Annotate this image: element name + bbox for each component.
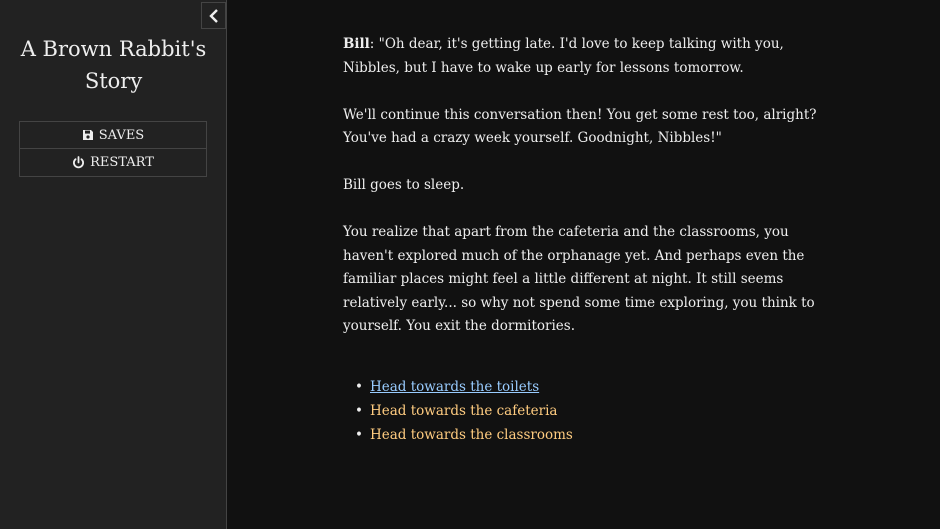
chevron-left-icon bbox=[209, 9, 219, 23]
choice-item bbox=[343, 375, 843, 399]
saves-button[interactable] bbox=[19, 121, 207, 149]
bullet-icon: • bbox=[355, 402, 363, 419]
choice-list bbox=[343, 375, 843, 447]
choice-link-classrooms[interactable]: Head towards the classrooms bbox=[370, 426, 573, 443]
story-title bbox=[0, 33, 227, 97]
passage-paragraph-2: We'll continue this conversation then! You get some rest too, alright? You've had a crazy week yourself. Goodnight, Nibbles!" bbox=[343, 106, 817, 146]
saves-label: SAVES bbox=[98, 127, 145, 143]
choice-item bbox=[343, 423, 843, 447]
story-title-line-1: A Brown Rabbit's bbox=[20, 37, 207, 61]
sidebar-toggle-button[interactable] bbox=[201, 2, 226, 29]
bullet-icon: • bbox=[355, 426, 363, 443]
restart-button[interactable] bbox=[19, 149, 207, 177]
passage bbox=[343, 33, 843, 447]
restart-label: RESTART bbox=[90, 155, 154, 170]
choice-item bbox=[343, 399, 843, 423]
passage-paragraph-3: Bill goes to sleep. bbox=[343, 177, 465, 193]
dialogue-text-1: : "Oh dear, it's getting late. I'd love to keep talking with you, Nibbles, but I have to wake up early for lessons tomorrow. bbox=[343, 36, 784, 76]
power-icon bbox=[72, 156, 85, 169]
passage-paragraph-1 bbox=[343, 33, 843, 80]
floppy-disk-icon bbox=[82, 129, 94, 141]
bullet-icon: • bbox=[355, 378, 363, 395]
choice-link-toilets[interactable]: Head towards the toilets bbox=[370, 378, 540, 395]
sidebar bbox=[0, 0, 227, 529]
passage-paragraph-4: You realize that apart from the cafeteria and the classrooms, you haven't explored much of the orphanage yet. And perhaps even the familiar places might feel a little different at night. It still seems relatively early... so why not spend some time exploring, you think to yourself. You exit the dormitories. bbox=[343, 224, 815, 334]
story-title-line-2: Story bbox=[84, 69, 143, 93]
speaker-name: Bill bbox=[343, 36, 370, 52]
choice-link-cafeteria[interactable]: Head towards the cafeteria bbox=[370, 402, 558, 419]
